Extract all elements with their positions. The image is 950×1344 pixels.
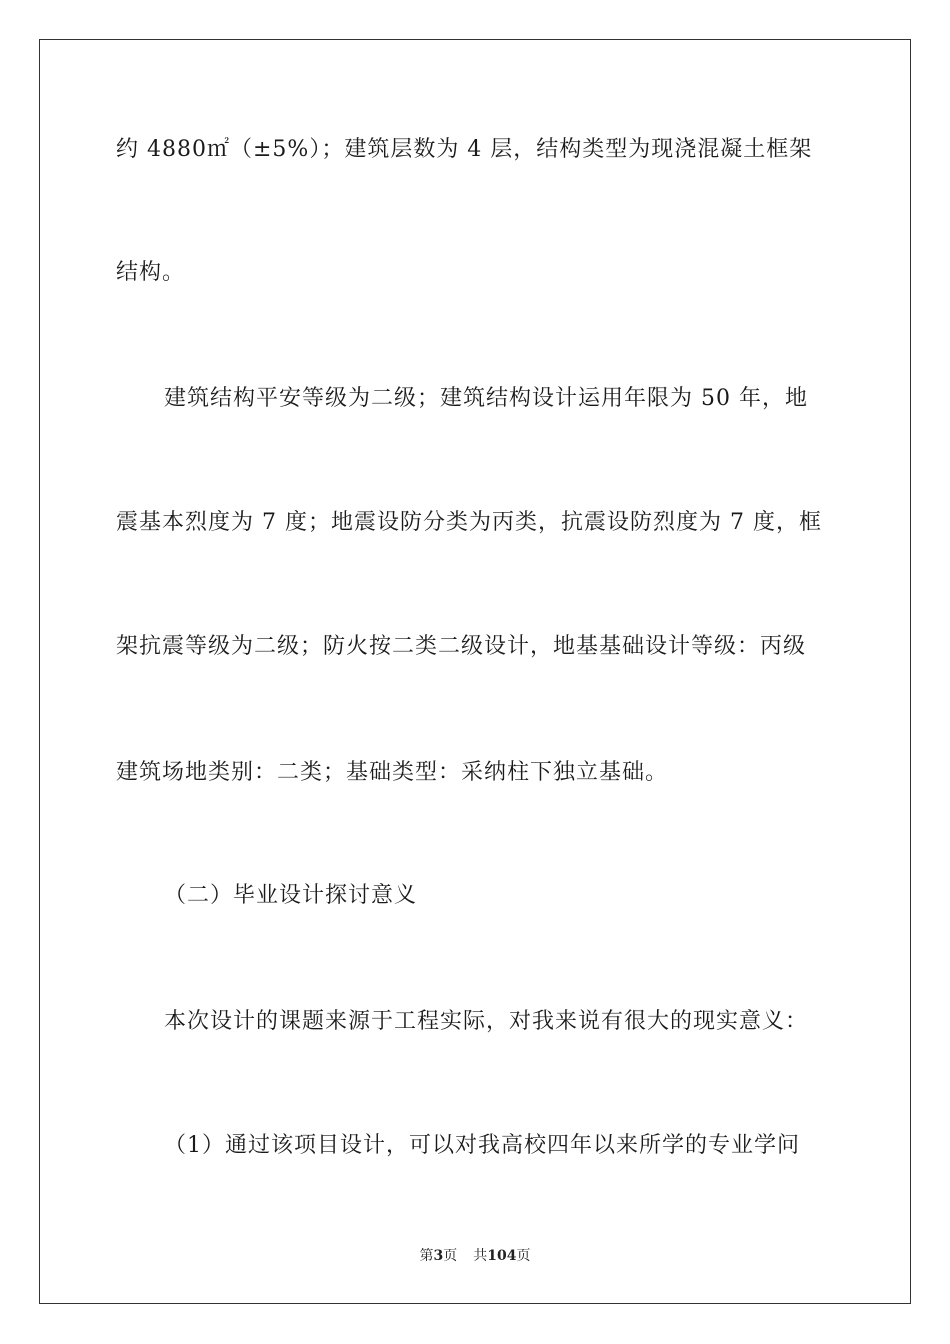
- total-pages-prefix: 共: [473, 1248, 488, 1264]
- body-text-line: 本次设计的课题来源于工程实际，对我来说有很大的现实意义：: [164, 1009, 809, 1034]
- body-text-line: 建筑场地类别：二类；基础类型：采纳柱下独立基础。: [116, 760, 669, 785]
- total-pages-suffix: 页: [516, 1248, 531, 1264]
- page-number-suffix: 页: [443, 1248, 458, 1264]
- body-text-line: 震基本烈度为 7 度；地震设防分类为丙类，抗震设防烈度为 7 度，框: [116, 510, 822, 535]
- total-pages: 104: [487, 1248, 517, 1264]
- body-text-line: 约 4880㎡（±5%）；建筑层数为 4 层，结构类型为现浇混凝土框架: [116, 137, 813, 162]
- body-text-line: 建筑结构平安等级为二级；建筑结构设计运用年限为 50 年，地: [164, 386, 808, 411]
- page-border: [39, 39, 911, 1304]
- body-text-line: 结构。: [116, 260, 186, 285]
- page-number: 3: [433, 1248, 444, 1264]
- body-text-line: （1）通过该项目设计，可以对我高校四年以来所学的专业学问: [164, 1133, 800, 1158]
- body-text-line: 架抗震等级为二级；防火按二类二级设计，地基基础设计等级：丙级: [116, 634, 807, 659]
- section-heading: （二）毕业设计探讨意义: [164, 883, 418, 908]
- page-footer: [0, 1247, 950, 1265]
- page-number-prefix: 第: [419, 1248, 434, 1264]
